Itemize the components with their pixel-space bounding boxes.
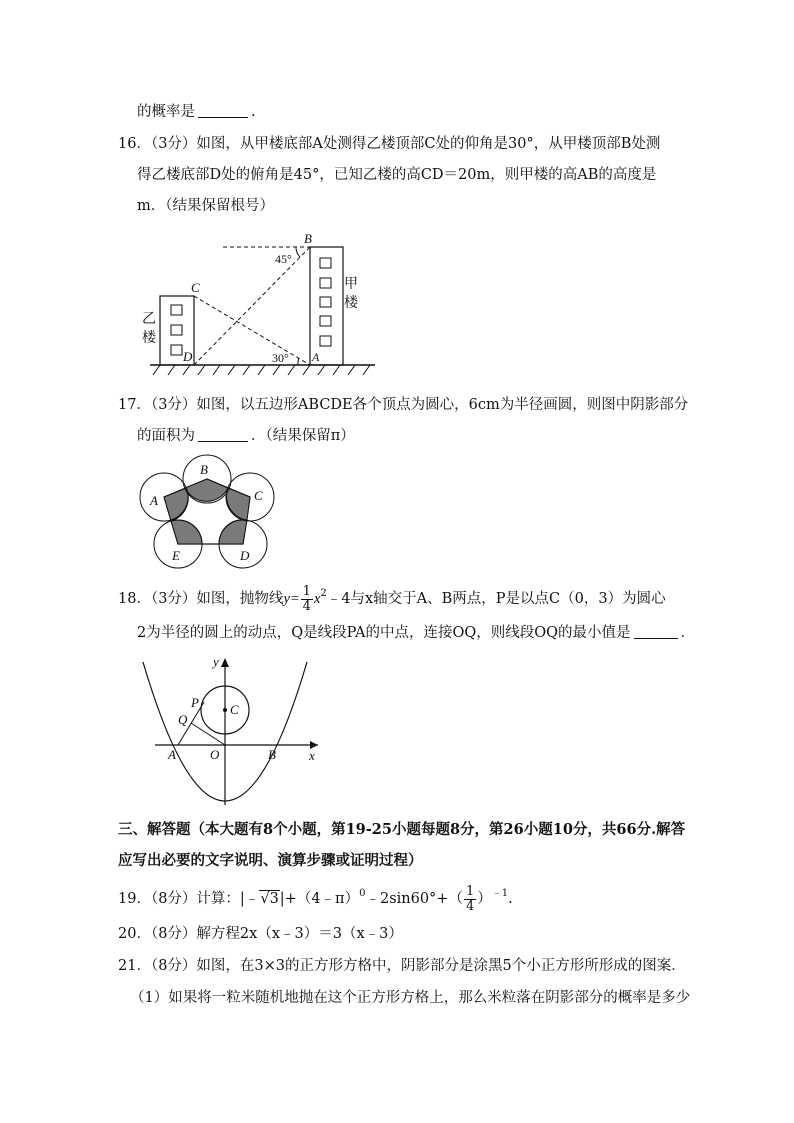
q17-line2-a: 的面积为: [137, 428, 195, 444]
q19-a: 19．（8分）计算：|﹣: [118, 891, 260, 907]
label-A: A: [150, 493, 158, 508]
q18-line1-c: ﹣4与x轴交于A、B两点，P是以点C（0，3）为圆心: [326, 591, 666, 607]
jia-label-2: 楼: [344, 296, 358, 311]
q19-d: ）: [477, 891, 492, 907]
label-Q: Q: [178, 712, 188, 727]
frac-num: 1: [465, 883, 475, 899]
label-C: C: [254, 488, 263, 503]
label-A: A: [168, 747, 176, 762]
q19-e: .: [508, 891, 513, 907]
q17-line2-b: ．（结果保留π）: [251, 428, 355, 444]
q18-sup: 2: [320, 588, 327, 599]
label-x: x: [309, 748, 315, 763]
label-D: D: [183, 349, 193, 364]
q21-line1: 21．（8分）如图，在3×3的正方形方格中，阴影部分是涂黑5个小正方形所形成的图案．: [118, 958, 686, 974]
q19-b: |+（4﹣π）: [279, 891, 360, 907]
label-B: B: [268, 747, 276, 762]
frac-den: 4: [465, 898, 475, 914]
frac-den: 4: [302, 598, 311, 614]
q17-line1: 17．（3分）如图，以五边形ABCDE各个顶点为圆心，6cm为半径画圆，则图中阴影部分: [118, 397, 689, 413]
label-B: B: [304, 231, 312, 246]
yi-label-2: 楼: [142, 331, 156, 346]
label-A: A: [312, 350, 320, 364]
q20: 20．（8分）解方程2x（x﹣3）＝3（x﹣3）: [118, 926, 403, 942]
label-O: O: [210, 747, 220, 762]
q16-line2: 得乙楼底部D处的俯角是45°，已知乙楼的高CD＝20m，则甲楼的高AB的高度是: [137, 167, 657, 183]
section3-line2: 应写出必要的文字说明、演算步骤或证明过程）: [118, 852, 423, 869]
q15-text: 的概率是: [137, 104, 195, 120]
section3-line1: 三、解答题（本大题有8个小题，第19-25小题每题8分，第26小题10分，共66分.解答: [118, 821, 686, 838]
angle-45-label: 45°: [275, 252, 292, 266]
q18-line1-a: 18．（3分）如图，抛物线: [118, 591, 284, 607]
sqrt: √3: [260, 891, 279, 907]
label-C: C: [191, 280, 200, 295]
label-C: C: [230, 702, 239, 717]
q18-x: x: [313, 591, 321, 607]
label-B: B: [200, 462, 208, 477]
sqrt-arg: 3: [269, 891, 279, 907]
label-P: P: [191, 695, 199, 710]
q19: [118, 884, 513, 914]
q16-line1: 16．（3分）如图，从甲楼底部A处测得乙楼顶部C处的仰角是30°，从甲楼顶部B处测: [118, 136, 661, 152]
q18-line2-b: ．: [680, 625, 696, 641]
q19-sup1: ﹣1: [491, 888, 509, 899]
q15-end: .: [251, 104, 256, 120]
jia-label-1: 甲: [344, 277, 358, 292]
label-E: E: [172, 548, 180, 563]
q19-c: ﹣2sin60°+（: [365, 891, 463, 907]
yi-label-1: 乙: [142, 312, 156, 327]
q19-fraction: [464, 885, 476, 914]
y-arrow: [221, 658, 229, 667]
angle-30-label: 30°: [272, 351, 289, 365]
q18-y-eq: y=: [283, 591, 300, 607]
frac-num: 1: [302, 583, 311, 599]
label-D: D: [240, 548, 250, 563]
q21-line2: （1）如果将一粒米随机地抛在这个正方形方格上，那么米粒落在阴影部分的概率是多少: [130, 990, 691, 1006]
q19-sup0: 0: [359, 888, 366, 899]
q18-line2-a: 2为半径的圆上的动点，Q是线段PA的中点，连接OQ，则线段OQ的最小值是: [137, 625, 631, 641]
q16-line3: m．（结果保留根号）: [137, 198, 274, 214]
center-C: [223, 708, 227, 712]
label-y: y: [213, 654, 219, 669]
